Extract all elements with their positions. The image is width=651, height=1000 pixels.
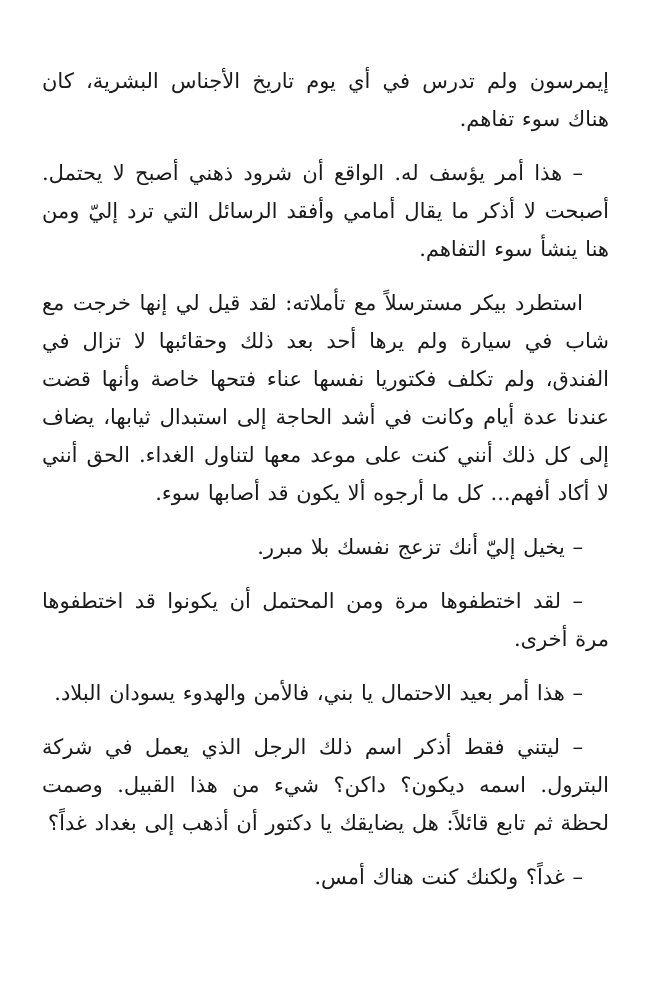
paragraph-7: – ليتني فقط أذكر اسم ذلك الرجل الذي يعمل في شركة البترول. اسمه ديكون؟ داكن؟ شيء من هذا القبيل. وصمت لحظة ثم تابع قائلاً: هل يضايقك يا دكتور أن أذهب إلى بغداد غداً؟: [42, 735, 609, 835]
paragraph-8: – غداً؟ ولكنك كنت هناك أمس.: [314, 865, 583, 889]
paragraph-3: استطرد بيكر مسترسلاً مع تأملاته: لقد قيل لي إنها خرجت مع شاب في سيارة ولم يرها أحد بعد ذلك وحقائبها لا تزال في الفندق، ولم تكلف فكتوريا نفسها عناء فتحها خاصة وأنها قضت عندنا عدة أيام وكانت في أشد الحاجة إلى استبدال ثيابها، يضاف إلى كل ذلك أنني كنت على موعد معها لتناول الغداء. الحق أنني لا أكاد أفهم... كل ما أرجوه ألا يكون قد أصابها سوء.: [42, 291, 609, 505]
paragraph-4: – يخيل إليّ أنك تزعج نفسك بلا مبرر.: [257, 535, 583, 559]
paragraph-5: – لقد اختطفوها مرة ومن المحتمل أن يكونوا قد اختطفوها مرة أخرى.: [42, 589, 609, 651]
paragraph-2: – هذا أمر يؤسف له. الواقع أن شرود ذهني أصبح لا يحتمل. أصبحت لا أذكر ما يقال أمامي وأفقد الرسائل التي ترد إليّ ومن هنا ينشأ سوء التفاهم.: [42, 161, 609, 261]
paragraph-1: إيمرسون ولم تدرس في أي يوم تاريخ الأجناس البشرية، كان هناك سوء تفاهم.: [42, 69, 609, 131]
paragraph-6: – هذا أمر بعيد الاحتمال يا بني، فالأمن والهدوء يسودان البلاد.: [54, 681, 583, 705]
